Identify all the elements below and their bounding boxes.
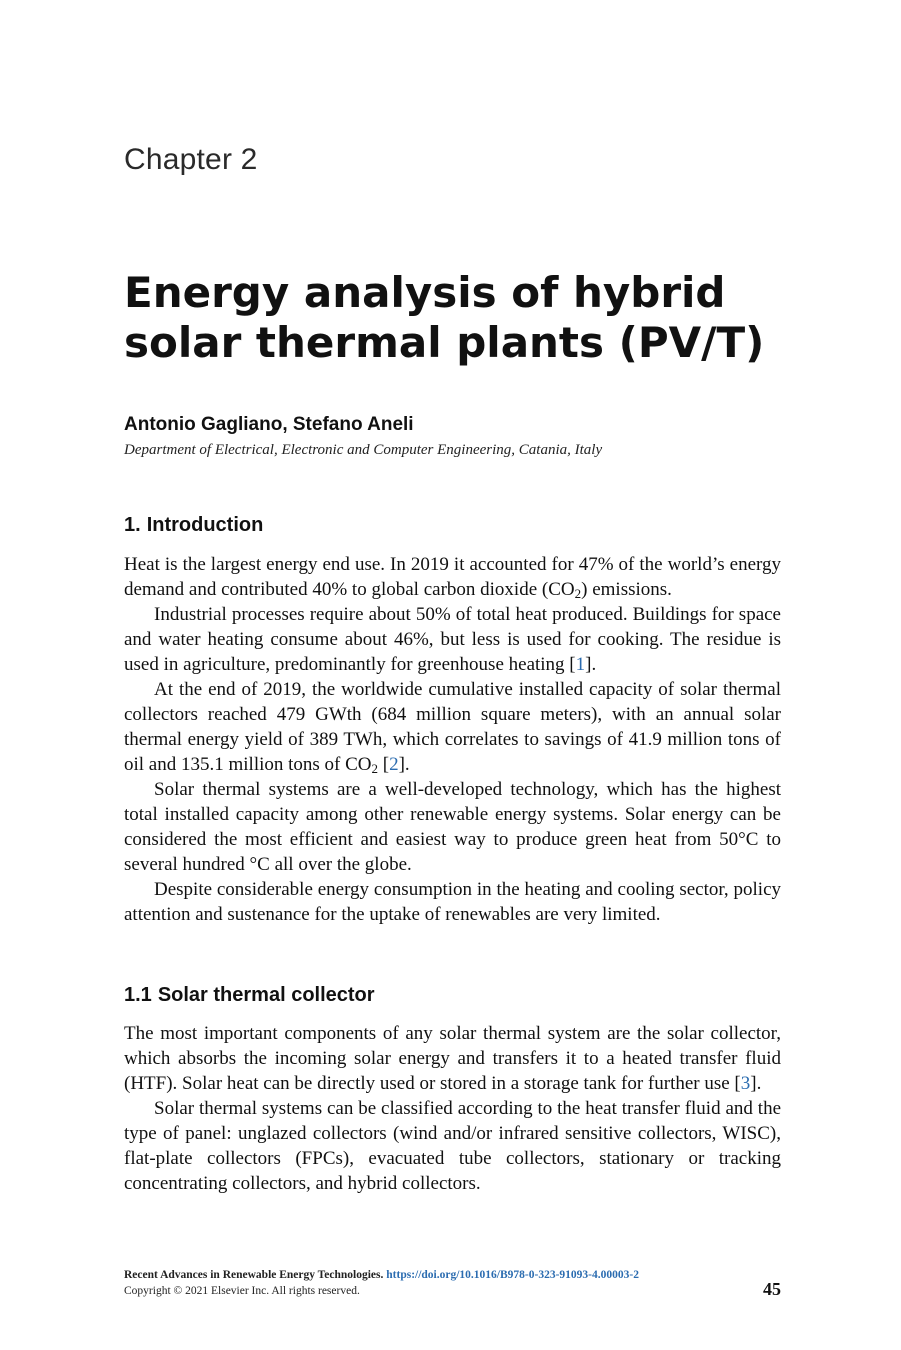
affiliation: Department of Electrical, Electronic and Computer Engineering, Catania, Italy bbox=[124, 442, 603, 458]
section-number: 1. bbox=[124, 514, 141, 536]
paragraph bbox=[124, 602, 781, 677]
subscript: 2 bbox=[574, 586, 582, 601]
section-heading-solar-thermal-collector bbox=[124, 984, 375, 1007]
text-run: At the end of 2019, the worldwide cumulative installed capacity of solar thermal collectors reached 479 GWth (684 million square meters), with an annual solar thermal energy yield of 389 TWh, which correlates to savings of 41.9 million tons of oil and 135.1 million tons of CO bbox=[124, 679, 781, 775]
chapter-label: Chapter 2 bbox=[124, 143, 258, 176]
copyright: Copyright © 2021 Elsevier Inc. All rights reserved. bbox=[124, 1285, 360, 1297]
solar-thermal-collector-body bbox=[124, 1021, 781, 1196]
text-run: Heat is the largest energy end use. In 2019 it accounted for 47% of the world’s energy demand and contributed 40% to global carbon dioxide (CO bbox=[124, 554, 781, 600]
section-number: 1.1 bbox=[124, 984, 152, 1006]
subscript: 2 bbox=[371, 761, 379, 776]
doi-link[interactable]: https://doi.org/10.1016/B978-0-323-91093-4.00003-2 bbox=[386, 1269, 639, 1281]
section-title: Solar thermal collector bbox=[157, 984, 375, 1006]
paragraph: Solar thermal systems can be classified according to the heat transfer fluid and the type of panel: unglazed collectors (wind and/or infrared sensitive collectors, WISC), flat-plate collectors (FPCs), evacuated tube collectors, stationary or tracking concentrating collectors, and hybrid collectors. bbox=[124, 1098, 781, 1194]
paragraph bbox=[124, 1021, 781, 1096]
text-run: [ bbox=[378, 754, 390, 775]
chapter-title: Energy analysis of hybrid solar thermal plants (PV/T) bbox=[124, 268, 765, 367]
paragraph bbox=[124, 677, 781, 777]
footer-line bbox=[124, 1267, 639, 1283]
paragraph: Despite considerable energy consumption in the heating and cooling sector, policy attention and sustenance for the uptake of renewables are very limited. bbox=[124, 879, 781, 925]
citation-link[interactable]: 1 bbox=[575, 654, 586, 675]
text-run: ) emissions. bbox=[581, 579, 672, 600]
text-run: The most important components of any solar thermal system are the solar collector, which absorbs the incoming solar energy and transfers it to a heated transfer fluid (HTF). Solar heat can be directly used or stored in a storage tank for further use [ bbox=[124, 1023, 781, 1094]
citation-link[interactable]: 2 bbox=[389, 754, 399, 775]
text-run: ]. bbox=[750, 1073, 762, 1094]
book-title: Recent Advances in Renewable Energy Technologies. bbox=[124, 1269, 384, 1281]
page-number: 45 bbox=[763, 1279, 781, 1299]
citation-link[interactable]: 3 bbox=[740, 1073, 751, 1094]
paragraph: Solar thermal systems are a well-developed technology, which has the highest total installed capacity among other renewable energy systems. Solar energy can be considered the most efficient and easiest way to produce green heat from 50°C to several hundred °C all over the globe. bbox=[124, 779, 781, 875]
paragraph bbox=[124, 552, 781, 602]
text-run: ]. bbox=[398, 754, 410, 775]
section-title: Introduction bbox=[146, 514, 264, 536]
section-heading-introduction bbox=[124, 514, 263, 537]
introduction-body bbox=[124, 552, 781, 927]
text-run: Industrial processes require about 50% of total heat produced. Buildings for space and water heating consume about 46%, but less is used for cooking. The residue is used in agriculture, predominantly for greenhouse heating [ bbox=[124, 604, 781, 675]
footer-citation bbox=[124, 1267, 639, 1299]
text-run: ]. bbox=[585, 654, 597, 675]
authors: Antonio Gagliano, Stefano Aneli bbox=[124, 414, 414, 435]
